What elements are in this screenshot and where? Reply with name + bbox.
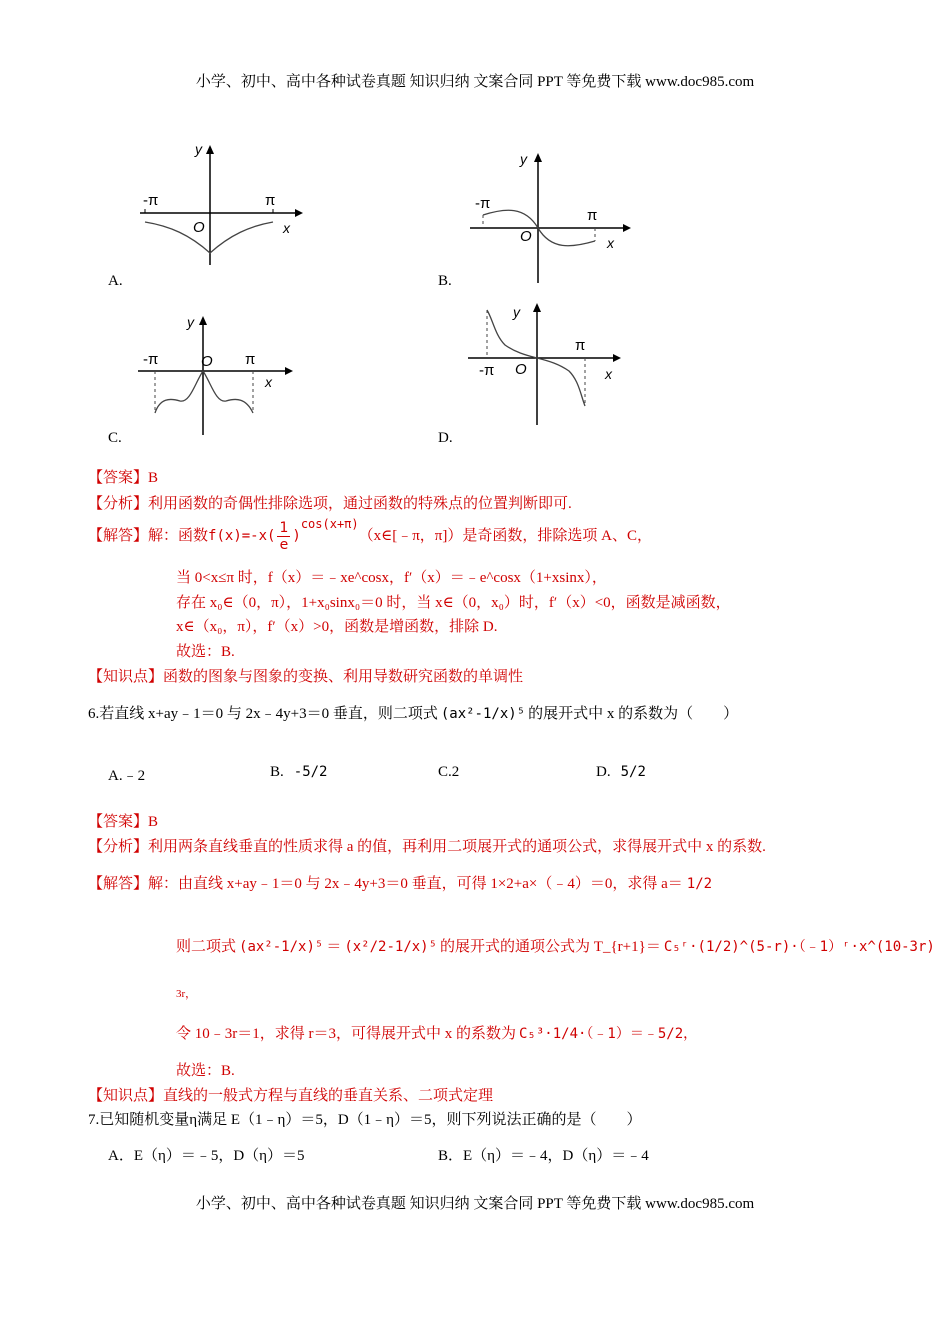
q7-option-a: A．E（η）＝﹣5，D（η）＝5 — [108, 1148, 305, 1164]
x-axis-label: x — [605, 366, 612, 382]
neg-pi-label: -π — [143, 351, 159, 368]
q5-solution-line5: 故选：B. — [176, 644, 235, 660]
graph-d-label: D. — [438, 430, 453, 446]
y-axis-label: y — [187, 314, 194, 330]
q6-solution-line2: 则二项式 (ax²-1/x)⁵ ＝ (x²/2-1/x)⁵ 的展开式的通项公式为 T_{r+1}＝ C₅ʳ·(1/2)^(5-r)·（﹣1）ʳ·x^(10-3r) — [176, 939, 935, 955]
origin-label: O — [201, 353, 213, 370]
pi-label: π — [575, 337, 586, 354]
y-axis-label: y — [513, 304, 520, 320]
page-footer: 小学、初中、高中各种试卷真题 知识归纳 文案合同 PPT 等免费下载 www.doc985.com — [195, 1196, 755, 1212]
pi-label: π — [245, 351, 256, 368]
graph-a — [135, 140, 305, 270]
origin-label: O — [520, 228, 532, 245]
q5-solution-line3: 存在 x₀∈（0，π），1+x₀sinx₀＝0 时，当 x∈（0，x₀）时，f′（x）<0，函数是减函数， — [176, 595, 731, 611]
graph-b-label: B. — [438, 273, 452, 289]
q6-option-a: A.﹣2 — [108, 768, 146, 784]
q5-knowledge: 【知识点】函数的图象与图象的变换、利用导数研究函数的单调性 — [88, 669, 524, 685]
graph-c-label: C. — [108, 430, 122, 446]
page-header: 小学、初中、高中各种试卷真题 知识归纳 文案合同 PPT 等免费下载 www.doc985.com — [195, 74, 755, 90]
neg-pi-label: -π — [143, 192, 159, 209]
graph-b — [465, 148, 635, 288]
neg-pi-label: -π — [475, 195, 491, 212]
x-axis-label: x — [283, 220, 290, 236]
q6-solution-line2-tail: 3r， — [176, 988, 197, 1000]
y-axis-label: y — [195, 141, 202, 157]
graph-d — [465, 300, 635, 435]
q6-answer: 【答案】B — [88, 814, 159, 830]
q5-analysis: 【分析】利用函数的奇偶性排除选项，通过函数的特殊点的位置判断即可. — [88, 496, 572, 512]
graph-a-label: A. — [108, 273, 123, 289]
pi-label: π — [265, 192, 276, 209]
q6-option-b: B. -5/2 — [270, 764, 328, 780]
neg-pi-label: -π — [479, 362, 495, 379]
q5-solution-line2: 当 0<x≤π 时，f（x）＝﹣xe^cosx，f′（x）＝﹣e^cosx（1+xsinx）， — [176, 570, 607, 586]
q7-option-b: B．E（η）＝﹣4，D（η）＝﹣4 — [438, 1148, 649, 1164]
x-axis-label: x — [607, 235, 614, 251]
q6-option-d: D. 5/2 — [596, 764, 646, 780]
q6-binomial: (ax²-1/x)⁵ — [440, 706, 526, 722]
q6-option-c: C.2 — [438, 764, 460, 780]
y-axis-label: y — [520, 151, 527, 167]
pi-label: π — [587, 207, 598, 224]
q6-solution: 【解答】解：由直线 x+ay﹣1＝0 与 2x﹣4y+3＝0 垂直，可得 1×2+a×（﹣4）＝0，求得 a＝ 1/2 — [88, 876, 713, 892]
origin-label: O — [193, 219, 205, 236]
q7-stem: 7.已知随机变量η满足 E（1﹣η）＝5，D（1﹣η）＝5，则下列说法正确的是（ ） — [88, 1112, 642, 1128]
q5-solution: 【解答】解：函数f(x)=-x( $\frac{1}{e}$ )$^{cos(x+\pi)}$（x∈[﹣π，π]）是奇函数，排除选项 A、C， — [88, 516, 652, 553]
q6-knowledge: 【知识点】直线的一般式方程与直线的垂直关系、二项式定理 — [88, 1088, 494, 1104]
q5-answer: 【答案】B — [88, 470, 159, 486]
q6-solution-line3: 令 10﹣3r＝1，求得 r＝3，可得展开式中 x 的系数为 C₅³·1/4·（﹣1）＝﹣5/2， — [176, 1026, 698, 1042]
x-axis-label: x — [265, 374, 272, 390]
q6-stem: 6.若直线 x+ay﹣1＝0 与 2x﹣4y+3＝0 垂直，则二项式 (ax²-1/x)⁵ 的展开式中 x 的系数为（ ） — [88, 706, 739, 722]
origin-label: O — [515, 361, 527, 378]
q5-solution-line4: x∈（x₀，π），f′（x）>0，函数是增函数，排除 D. — [176, 619, 498, 635]
q6-analysis: 【分析】利用两条直线垂直的性质求得 a 的值，再利用二项展开式的通项公式，求得展开式中 x 的系数. — [88, 839, 766, 855]
graph-c — [135, 313, 300, 438]
q6-solution-line4: 故选：B. — [176, 1063, 235, 1079]
